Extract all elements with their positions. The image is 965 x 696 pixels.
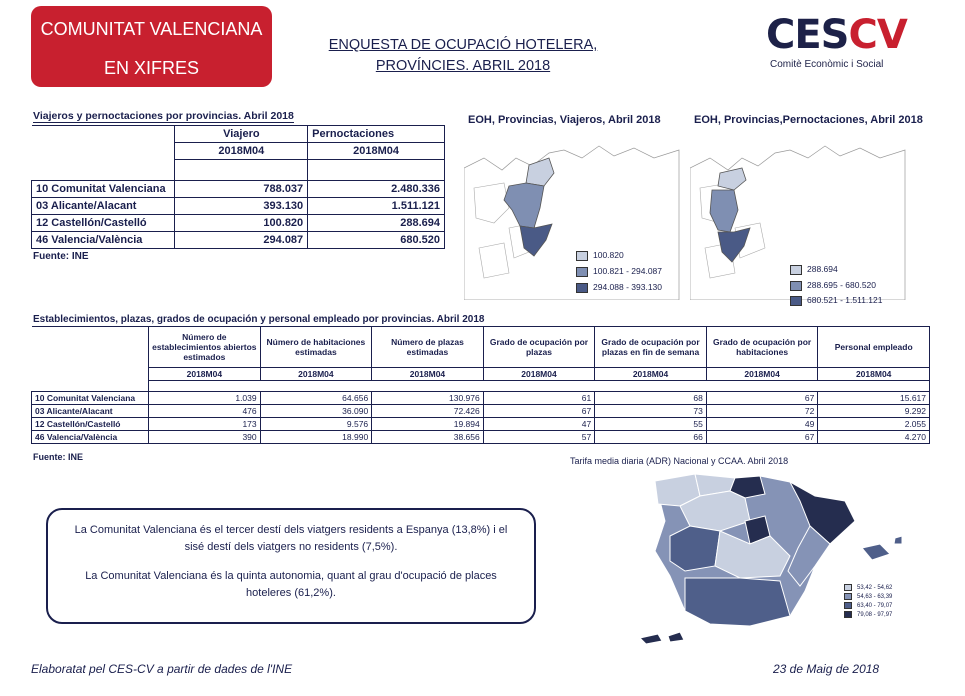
page-title-line1: ENQUESTA DE OCUPACIÓ HOTELERA, xyxy=(328,37,598,53)
table2-header: Número de plazas estimadas xyxy=(372,327,484,368)
table-row xyxy=(32,431,930,444)
logo-cv: CV xyxy=(848,12,907,58)
cell: 72.426 xyxy=(372,405,484,418)
page-title xyxy=(318,35,608,77)
cell: 67 xyxy=(706,392,818,405)
map1-legend-3 xyxy=(576,282,662,293)
legend-swatch xyxy=(576,283,588,293)
legend-label: 53,42 - 54,62 xyxy=(857,585,893,592)
table2-spacer xyxy=(32,381,149,392)
table-row xyxy=(32,232,445,249)
cescv-logo xyxy=(766,12,907,74)
table2-period: 2018M04 xyxy=(595,368,707,381)
table1-source: Fuente: INE xyxy=(33,251,89,262)
cell-travelers: 393.130 xyxy=(175,198,308,215)
legend-swatch xyxy=(790,296,802,306)
highlights-box xyxy=(46,508,536,624)
travelers-table xyxy=(31,125,445,249)
row-label: 10 Comunitat Valenciana xyxy=(32,181,175,198)
table2-period: 2018M04 xyxy=(260,368,372,381)
cell: 73 xyxy=(595,405,707,418)
footer-credit: Elaboratat pel CES-CV a partir de dades de l'INE xyxy=(31,662,293,676)
cell: 173 xyxy=(149,418,261,431)
cell: 476 xyxy=(149,405,261,418)
map3-legend-4 xyxy=(844,611,892,618)
legend-label: 288.695 - 680.520 xyxy=(807,280,877,290)
map2-legend-3 xyxy=(790,295,882,306)
cell: 2.055 xyxy=(818,418,930,431)
cell-travelers: 788.037 xyxy=(175,181,308,198)
region-extremadura xyxy=(670,526,720,571)
legend-label: 100.821 - 294.087 xyxy=(593,266,663,276)
region-andalucia xyxy=(685,578,790,626)
legend-label: 63,40 - 79,07 xyxy=(857,603,893,610)
legend-swatch xyxy=(844,584,852,591)
highlight-paragraph-1: La Comunitat Valenciana és el tercer destí dels viatgers residents a Espanya (13,8%) i el sisé destí dels viatgers no residents (7,5%). xyxy=(74,524,508,553)
table-row xyxy=(32,418,930,431)
row-label: 12 Castellón/Castelló xyxy=(32,418,149,431)
row-label: 46 Valencia/València xyxy=(32,232,175,249)
map3-legend-1 xyxy=(844,584,892,591)
cell: 19.894 xyxy=(372,418,484,431)
map3-legend-2 xyxy=(844,593,892,600)
cell: 55 xyxy=(595,418,707,431)
cell-travelers: 100.820 xyxy=(175,215,308,232)
cell: 72 xyxy=(706,405,818,418)
legend-label: 294.088 - 393.130 xyxy=(593,282,663,292)
cell: 47 xyxy=(483,418,595,431)
map2-legend-2 xyxy=(790,280,876,291)
legend-swatch xyxy=(576,267,588,277)
map1-legend-2 xyxy=(576,266,662,277)
map1-title: EOH, Provincias, Viajeros, Abril 2018 xyxy=(468,114,661,126)
table1-spacer xyxy=(175,160,308,181)
table2-header: Número de establecimientos abiertos estimados xyxy=(149,327,261,368)
row-label: 03 Alicante/Alacant xyxy=(32,405,149,418)
table-row xyxy=(32,198,445,215)
map1-legend-1 xyxy=(576,250,624,261)
cell: 4.270 xyxy=(818,431,930,444)
cell-travelers: 294.087 xyxy=(175,232,308,249)
table-row xyxy=(32,181,445,198)
table-row xyxy=(32,215,445,232)
cell: 57 xyxy=(483,431,595,444)
cell: 61 xyxy=(483,392,595,405)
table2-header: Número de habitaciones estimadas xyxy=(260,327,372,368)
legend-label: 54,63 - 63,39 xyxy=(857,594,893,601)
table2-period: 2018M04 xyxy=(483,368,595,381)
map2-title: EOH, Provincias,Pernoctaciones, Abril 2018 xyxy=(694,114,923,126)
table2-spacer xyxy=(149,381,930,392)
cell: 67 xyxy=(483,405,595,418)
table1-header-travelers: Viajero xyxy=(175,126,308,143)
table2-title: Establecimientos, plazas, grados de ocupación y personal empleado por provincias. Abril 2018 xyxy=(33,314,485,325)
table2-source: Fuente: INE xyxy=(33,452,84,462)
legend-swatch xyxy=(790,281,802,291)
page-title-line2: PROVÍNCIES. ABRIL 2018 xyxy=(375,58,551,74)
map3-legend-3 xyxy=(844,602,892,609)
table-row xyxy=(32,392,930,405)
table1-header-overnights: Pernoctaciones xyxy=(308,126,445,143)
legend-label: 79,08 - 97,97 xyxy=(857,612,893,619)
legend-swatch xyxy=(844,593,852,600)
legend-swatch xyxy=(844,611,852,618)
cell: 49 xyxy=(706,418,818,431)
map3-title: Tarifa media diaria (ADR) Nacional y CCAA. Abril 2018 xyxy=(570,456,789,466)
cell-overnights: 1.511.121 xyxy=(308,198,445,215)
legend-swatch xyxy=(844,602,852,609)
region-canarias xyxy=(640,632,684,644)
cell: 68 xyxy=(595,392,707,405)
cell: 130.976 xyxy=(372,392,484,405)
region-baleares xyxy=(862,536,902,560)
row-label: 12 Castellón/Castelló xyxy=(32,215,175,232)
row-label: 10 Comunitat Valenciana xyxy=(32,392,149,405)
banner-title: COMUNITAT VALENCIANA xyxy=(40,19,263,39)
table2-period: 2018M04 xyxy=(706,368,818,381)
map3-adr-spain xyxy=(640,466,930,656)
table2-corner xyxy=(32,327,149,381)
cell: 67 xyxy=(706,431,818,444)
cell: 1.039 xyxy=(149,392,261,405)
cell: 36.090 xyxy=(260,405,372,418)
logo-ces: CES xyxy=(766,12,849,58)
cell-overnights: 2.480.336 xyxy=(308,181,445,198)
table1-period-2: 2018M04 xyxy=(308,143,445,160)
establishments-table xyxy=(31,326,930,444)
table2-header: Grado de ocupación por habitaciones xyxy=(706,327,818,368)
table2-header: Personal empleado xyxy=(818,327,930,368)
cell-overnights: 680.520 xyxy=(308,232,445,249)
cell: 66 xyxy=(595,431,707,444)
map2-legend-1 xyxy=(790,264,838,275)
map1-background-regions xyxy=(464,146,679,300)
table2-period: 2018M04 xyxy=(149,368,261,381)
highlight-paragraph-2: La Comunitat Valenciana és la quinta autonomia, quant al grau d'ocupació de places hoteleres (61,2%). xyxy=(85,570,497,599)
cell: 18.990 xyxy=(260,431,372,444)
legend-label: 100.820 xyxy=(593,250,624,260)
cell: 390 xyxy=(149,431,261,444)
table1-title: Viajeros y pernoctaciones por provincias. Abril 2018 xyxy=(33,110,294,122)
table2-period: 2018M04 xyxy=(372,368,484,381)
table2-header: Grado de ocupación por plazas xyxy=(483,327,595,368)
cell: 9.292 xyxy=(818,405,930,418)
legend-swatch xyxy=(790,265,802,275)
banner-subtitle: EN XIFRES xyxy=(103,58,200,78)
footer-date: 23 de Maig de 2018 xyxy=(773,662,880,676)
legend-label: 680.521 - 1.511.121 xyxy=(807,295,883,305)
legend-swatch xyxy=(576,251,588,261)
cell-overnights: 288.694 xyxy=(308,215,445,232)
region-banner xyxy=(31,6,272,87)
table1-spacer xyxy=(308,160,445,181)
logo-subtitle: Comitè Econòmic i Social xyxy=(770,59,884,70)
row-label: 03 Alicante/Alacant xyxy=(32,198,175,215)
table2-header: Grado de ocupación por plazas en fin de semana xyxy=(595,327,707,368)
legend-label: 288.694 xyxy=(807,264,838,274)
table-row xyxy=(32,405,930,418)
cell: 64.656 xyxy=(260,392,372,405)
table2-period: 2018M04 xyxy=(818,368,930,381)
cell: 38.656 xyxy=(372,431,484,444)
table1-corner xyxy=(32,126,175,181)
cell: 9.576 xyxy=(260,418,372,431)
row-label: 46 Valencia/València xyxy=(32,431,149,444)
table1-period-1: 2018M04 xyxy=(175,143,308,160)
logo-wordmark xyxy=(766,12,907,58)
cell: 15.617 xyxy=(818,392,930,405)
